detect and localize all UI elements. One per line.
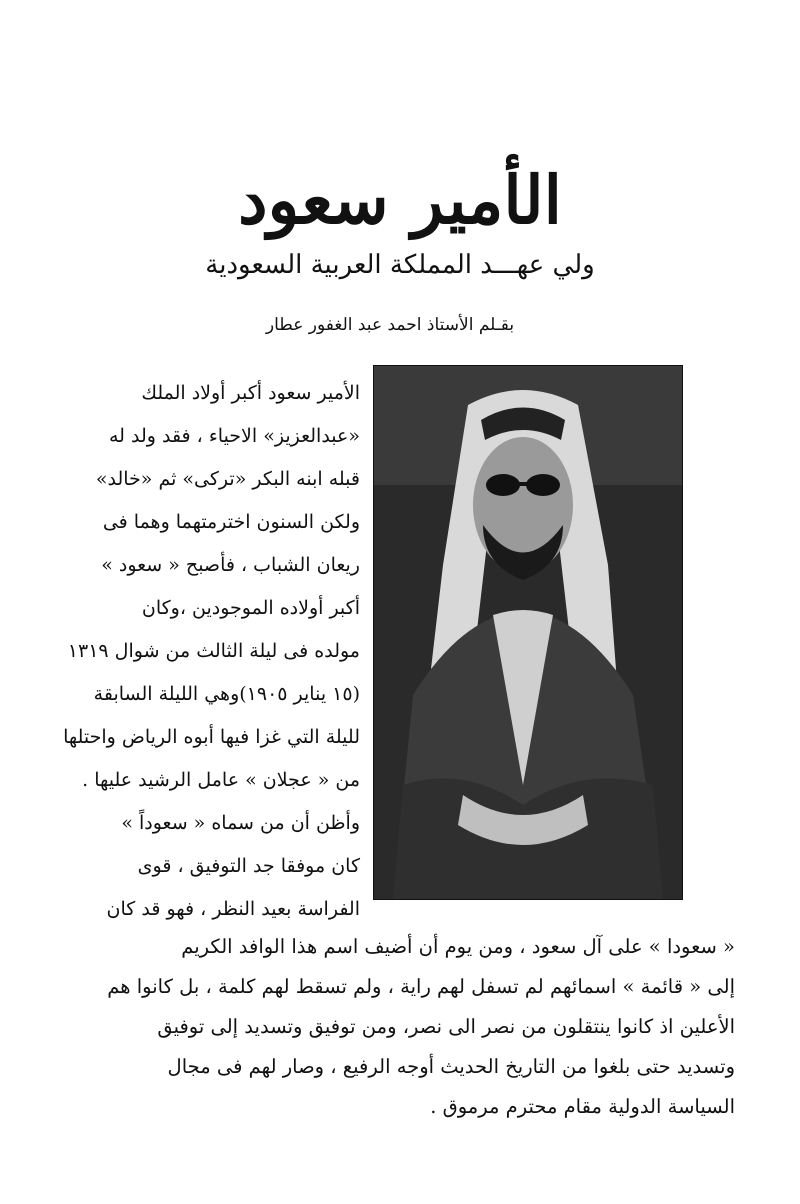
text-line: قبله ابنه البكر «تركى» ثم «خالد» <box>95 468 360 490</box>
text-line: مولده فى ليلة الثالث من شوال ١٣١٩ <box>67 640 360 662</box>
article-title: الأمير سعود <box>238 161 562 239</box>
article-byline: بقـلم الأستاذ احمد عبد الغفور عطار <box>265 315 515 335</box>
text-line: وتسديد حتى بلغوا من التاريخ الحديث أوجه الرفيع ، وصار لهم فى مجال <box>167 1055 735 1078</box>
text-line: «عبدالعزيز» الاحياء ، فقد ولد له <box>108 425 360 447</box>
text-line: (١٥ يناير ١٩٠٥)وهي الليلة السابقة <box>93 683 360 705</box>
text-line: من « عجلان » عامل الرشيد عليها . <box>82 769 360 791</box>
text-line: أكبر أولاده الموجودين ،وكان <box>141 597 360 619</box>
text-line: لليلة التي غزا فيها أبوه الرياض واحتلها <box>63 726 360 748</box>
text-line: كان موفقا جد التوفيق ، قوى <box>137 855 360 877</box>
article-subtitle: ولي عهـــد المملكة العربية السعودية <box>205 250 595 280</box>
text-line: السياسة الدولية مقام محترم مرموق . <box>430 1095 735 1118</box>
text-line: الأعلين اذ كانوا ينتقلون من نصر الى نصر، ومن توفيق وتسديد إلى توفيق <box>157 1015 735 1038</box>
portrait-photo-icon <box>373 365 683 900</box>
text-line: الأمير سعود أكبر أولاد الملك <box>141 382 360 404</box>
text-line: إلى « قائمة » اسمائهم لم تسفل لهم راية ، ولم تسقط لهم كلمة ، بل كانوا هم <box>107 975 735 998</box>
text-line: ريعان الشباب ، فأصبح « سعود » <box>101 554 360 576</box>
text-line: وأظن أن من سماه « سعوداً » <box>121 812 360 834</box>
text-line: الفراسة بعيد النظر ، فهو قد كان <box>106 898 360 920</box>
text-line: « سعودا » على آل سعود ، ومن يوم أن أضيف اسم هذا الوافد الكريم <box>181 935 735 958</box>
text-line: ولكن السنون اخترمتهما وهما فى <box>102 511 360 533</box>
